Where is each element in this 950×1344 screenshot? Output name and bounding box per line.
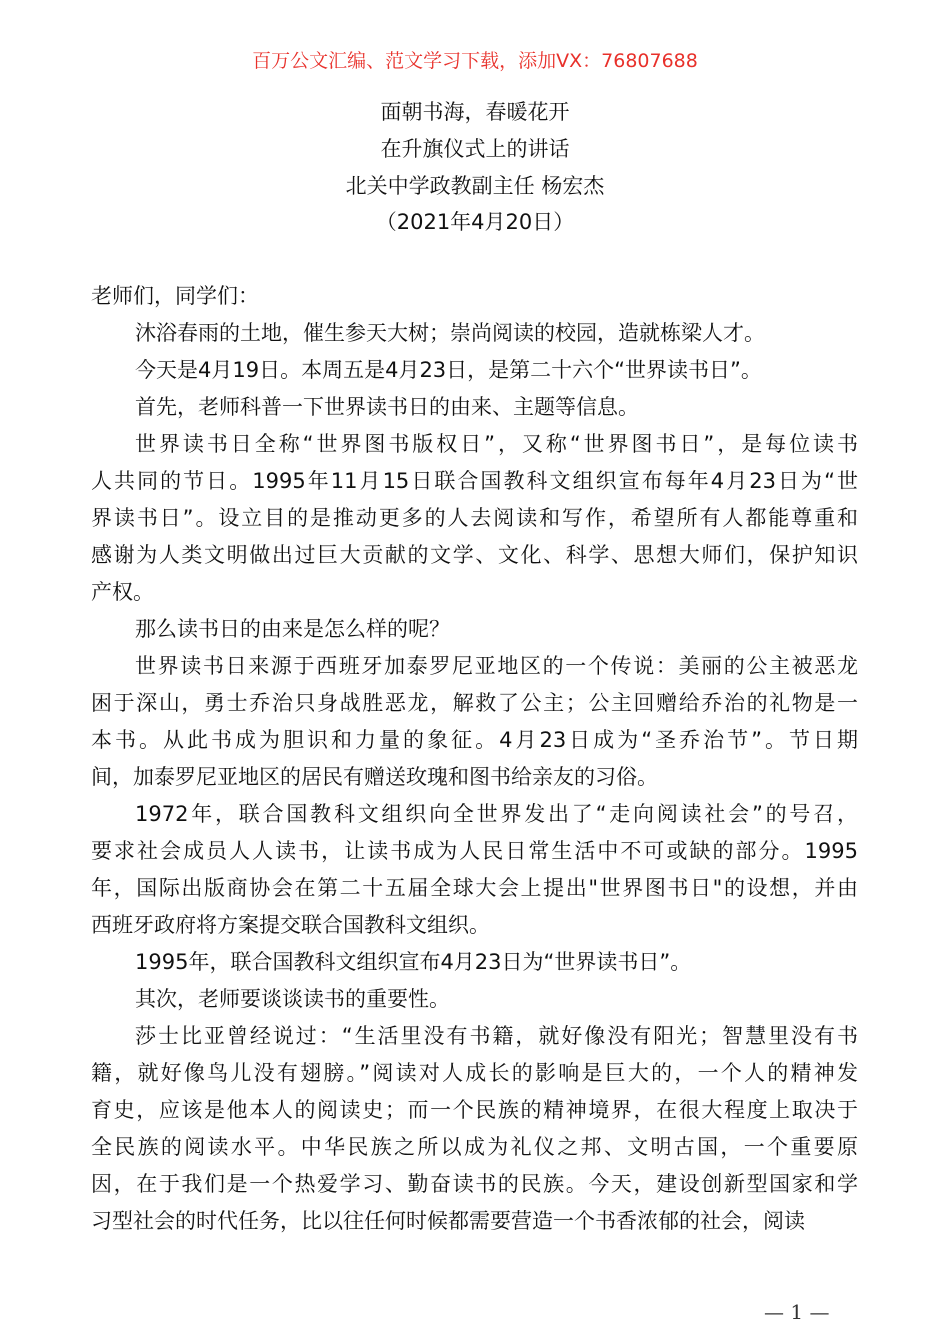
paragraph [91,651,858,799]
paragraph-line: 本书。从此书成为胆识和力量的象征。4月23日成为“圣乔治节”。节日期 [91,728,858,752]
paragraph [91,392,858,429]
paragraph-line: 那么读书日的由来是怎么样的呢？ [135,617,450,641]
paragraph-line: 因，在于我们是一个热爱学习、勤奋读书的民族。今天，建设创新型国家和学 [91,1172,858,1196]
paragraph-line: 首先，老师科普一下世界读书日的由来、主题等信息。 [135,395,639,419]
paragraph [91,614,858,651]
paragraph-line: 育史，应该是他本人的阅读史；而一个民族的精神境界，在很大程度上取决于 [91,1098,858,1122]
paragraph-line: 感谢为人类文明做出过巨大贡献的文学、文化、科学、思想大师们，保护知识 [91,543,858,567]
paragraph-line: 今天是4月19日。本周五是4月23日，是第二十六个“世界读书日”。 [135,358,762,382]
paragraph [91,799,858,947]
paragraph-line: 要求社会成员人人读书，让读书成为人民日常生活中不可或缺的部分。1995 [91,839,858,863]
paragraph-line: 籍，就好像鸟儿没有翅膀。”阅读对人成长的影响是巨大的，一个人的精神发 [91,1061,858,1085]
paragraph-line: 沐浴春雨的土地，催生参天大树；崇尚阅读的校园，造就栋梁人才。 [135,321,765,345]
paragraph-line: 间，加泰罗尼亚地区的居民有赠送玫瑰和图书给亲友的习俗。 [91,765,658,789]
document-body [91,281,858,1243]
paragraph-line: 其次，老师要谈谈读书的重要性。 [135,987,450,1011]
watermark-banner: 百万公文汇编、范文学习下载，添加VX：76807688 [252,50,698,72]
paragraph [91,318,858,355]
paragraph-line: 莎士比亚曾经说过：“生活里没有书籍，就好像没有阳光；智慧里没有书 [135,1024,858,1048]
paragraph-line: 老师们，同学们： [91,284,259,308]
paragraph-line: 全民族的阅读水平。中华民族之所以成为礼仪之邦、文明古国，一个重要原 [91,1135,858,1159]
paragraph-line: 西班牙政府将方案提交联合国教科文组织。 [91,913,490,937]
paragraph-line: 1995年，联合国教科文组织宣布4月23日为“世界读书日”。 [135,950,692,974]
paragraph-line: 1972年，联合国教科文组织向全世界发出了“走向阅读社会”的号召， [135,802,858,826]
speech-subtitle: 在升旗仪式上的讲话 [380,137,570,161]
speaker-line: 北关中学政教副主任 杨宏杰 [345,174,605,198]
paragraph-line: 困于深山，勇士乔治只身战胜恶龙，解救了公主；公主回赠给乔治的礼物是一 [91,691,858,715]
paragraph [91,355,858,392]
speech-date: （2021年4月20日） [375,210,575,234]
paragraph [91,947,858,984]
page-number: — 1 — [764,1300,830,1324]
paragraph-line: 年，国际出版商协会在第二十五届全球大会上提出"世界图书日"的设想，并由 [91,876,858,900]
paragraph-line: 世界读书日全称“世界图书版权日”，又称“世界图书日”，是每位读书 [135,432,858,456]
paragraph-line: 习型社会的时代任务，比以往任何时候都需要营造一个书香浓郁的社会，阅读 [91,1209,805,1233]
paragraph [91,1021,858,1243]
paragraph [91,984,858,1021]
paragraph-line: 世界读书日来源于西班牙加泰罗尼亚地区的一个传说：美丽的公主被恶龙 [135,654,858,678]
paragraph-line: 界读书日”。设立目的是推动更多的人去阅读和写作，希望所有人都能尊重和 [91,506,858,530]
paragraph [91,281,858,318]
paragraph-line: 人共同的节日。1995年11月15日联合国教科文组织宣布每年4月23日为“世 [91,469,858,493]
paragraph [91,429,858,614]
speech-title: 面朝书海，春暖花开 [380,100,570,124]
paragraph-line: 产权。 [91,580,154,604]
